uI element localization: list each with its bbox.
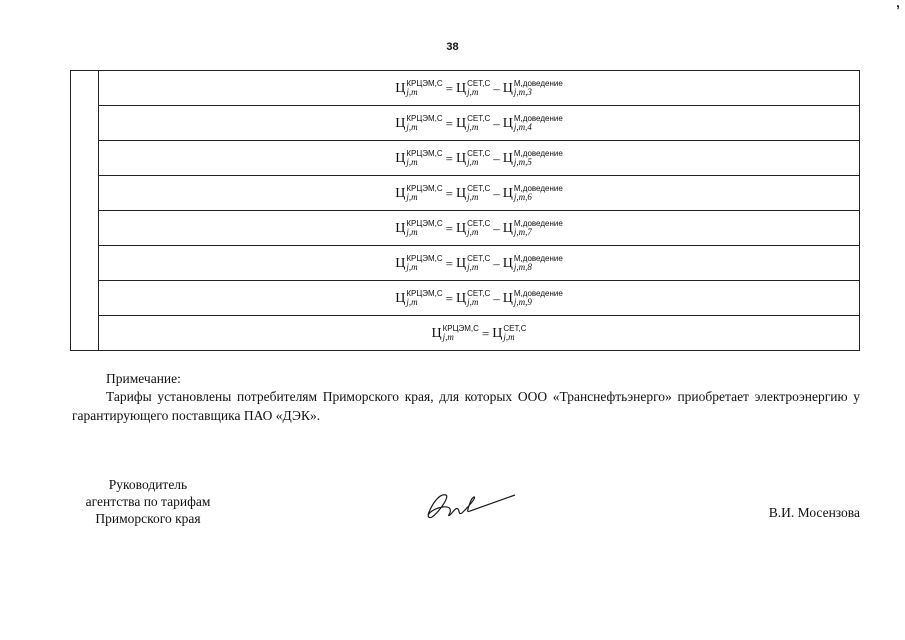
formula-rhs-base: Ц bbox=[456, 220, 467, 236]
formula-term bbox=[503, 80, 563, 98]
formula-rhs-superscript: СЕТ,C bbox=[467, 113, 491, 123]
formula-rhs-subscript: j,m bbox=[467, 261, 479, 272]
formula-rhs-subscript: j,m bbox=[467, 191, 479, 202]
formula-term-subscript: j,m,4 bbox=[513, 121, 532, 132]
formula-rhs-base: Ц bbox=[456, 115, 467, 131]
formula-lhs-superscript: КРЦЭМ,C bbox=[406, 183, 443, 193]
table-row bbox=[71, 316, 860, 351]
formula-rhs-superscript: СЕТ,C bbox=[467, 288, 491, 298]
formula-rhs-superscript: СЕТ,C bbox=[467, 78, 491, 88]
formula-term-base: Ц bbox=[502, 80, 513, 96]
formula-lhs-base: Ц bbox=[395, 255, 406, 271]
formula-term-base: Ц bbox=[502, 185, 513, 201]
formula-term-subscript: j,m,8 bbox=[513, 261, 532, 272]
formula-rhs-base: Ц bbox=[456, 150, 467, 166]
formula-rhs-base: Ц bbox=[456, 185, 467, 201]
formula-rhs-superscript: СЕТ,C bbox=[467, 218, 491, 228]
formula-lhs-base: Ц bbox=[395, 290, 406, 306]
minus-sign: – bbox=[493, 115, 500, 131]
formula-lhs-superscript: КРЦЭМ,C bbox=[406, 253, 443, 263]
formula-lhs-base: Ц bbox=[395, 220, 406, 236]
formula-rhs bbox=[456, 220, 490, 238]
formula-lhs-base: Ц bbox=[431, 325, 442, 341]
formula-table bbox=[70, 70, 860, 351]
formula-lhs-subscript: j,m bbox=[442, 331, 454, 342]
equals-sign: = bbox=[481, 325, 490, 341]
signer-title-line: Приморского края bbox=[95, 511, 201, 526]
signer-title-line: Руководитель bbox=[108, 477, 188, 492]
minus-sign: – bbox=[493, 220, 500, 236]
equals-sign: = bbox=[445, 185, 454, 201]
formula-rhs-superscript: СЕТ,C bbox=[503, 323, 527, 333]
formula-lhs-base: Ц bbox=[395, 185, 406, 201]
formula-term-superscript: М,доведение bbox=[513, 253, 563, 263]
equals-sign: = bbox=[445, 115, 454, 131]
formula-cell bbox=[99, 211, 860, 246]
formula-term-superscript: М,доведение bbox=[513, 148, 563, 158]
formula bbox=[395, 185, 563, 203]
formula-term bbox=[503, 185, 563, 203]
formula-rhs bbox=[456, 80, 490, 98]
formula-rhs-base: Ц bbox=[456, 80, 467, 96]
minus-sign: – bbox=[493, 185, 500, 201]
formula-term-base: Ц bbox=[502, 255, 513, 271]
formula bbox=[395, 290, 563, 308]
formula-lhs-superscript: КРЦЭМ,C bbox=[406, 148, 443, 158]
formula-term-superscript: М,доведение bbox=[513, 218, 563, 228]
formula-rhs-base: Ц bbox=[492, 325, 503, 341]
signer-name: В.И. Мосензова bbox=[768, 505, 860, 520]
formula-cell bbox=[99, 141, 860, 176]
formula-term-subscript: j,m,9 bbox=[513, 296, 532, 307]
table-row bbox=[71, 141, 860, 176]
formula-lhs-subscript: j,m bbox=[406, 261, 418, 272]
equals-sign: = bbox=[445, 150, 454, 166]
formula-rhs bbox=[456, 255, 490, 273]
formula-rhs-subscript: j,m bbox=[467, 156, 479, 167]
formula-lhs-subscript: j,m bbox=[406, 156, 418, 167]
formula bbox=[395, 255, 563, 273]
minus-sign: – bbox=[493, 150, 500, 166]
formula-term-subscript: j,m,5 bbox=[513, 156, 532, 167]
formula-lhs-subscript: j,m bbox=[406, 191, 418, 202]
formula-lhs bbox=[395, 115, 442, 133]
formula-term-base: Ц bbox=[502, 115, 513, 131]
formula-term-superscript: М,доведение bbox=[513, 113, 563, 123]
formula-lhs bbox=[395, 290, 442, 308]
table-row bbox=[71, 106, 860, 141]
formula-lhs-subscript: j,m bbox=[406, 86, 418, 97]
formula-rhs bbox=[456, 290, 490, 308]
formula-cell bbox=[99, 176, 860, 211]
formula-term-subscript: j,m,6 bbox=[513, 191, 532, 202]
formula-rhs-subscript: j,m bbox=[467, 226, 479, 237]
table-row bbox=[71, 71, 860, 106]
equals-sign: = bbox=[445, 290, 454, 306]
formula-rhs-superscript: СЕТ,C bbox=[467, 253, 491, 263]
formula bbox=[431, 325, 526, 343]
formula-cell bbox=[99, 281, 860, 316]
side-column-cell bbox=[71, 71, 99, 351]
formula-lhs-superscript: КРЦЭМ,C bbox=[442, 323, 479, 333]
formula-lhs-base: Ц bbox=[395, 115, 406, 131]
formula-rhs-subscript: j,m bbox=[503, 331, 515, 342]
formula-lhs-superscript: КРЦЭМ,C bbox=[406, 113, 443, 123]
formula-cell bbox=[99, 71, 860, 106]
minus-sign: – bbox=[493, 290, 500, 306]
formula-lhs bbox=[431, 325, 478, 343]
handwritten-signature bbox=[420, 485, 520, 525]
formula-term-superscript: М,доведение bbox=[513, 183, 563, 193]
formula-term bbox=[503, 115, 563, 133]
equals-sign: = bbox=[445, 255, 454, 271]
formula-rhs bbox=[456, 150, 490, 168]
formula-lhs bbox=[395, 150, 442, 168]
table-row bbox=[71, 176, 860, 211]
formula-term bbox=[503, 255, 563, 273]
formula-cell bbox=[99, 246, 860, 281]
formula-lhs-subscript: j,m bbox=[406, 121, 418, 132]
formula-lhs bbox=[395, 185, 442, 203]
formula-lhs-subscript: j,m bbox=[406, 226, 418, 237]
formula-term-base: Ц bbox=[502, 150, 513, 166]
formula-rhs-superscript: СЕТ,C bbox=[467, 148, 491, 158]
formula-lhs-base: Ц bbox=[395, 80, 406, 96]
note-text: Тарифы установлены потребителям Приморского края, для которых ООО «Транснефтьэнерго» приобретает электроэнергию у гарантирующего поставщика ПАО «ДЭК». bbox=[72, 389, 860, 423]
formula-term bbox=[503, 220, 563, 238]
formula-rhs-subscript: j,m bbox=[467, 296, 479, 307]
formula-rhs bbox=[492, 325, 526, 343]
signer-title bbox=[68, 476, 228, 527]
note-label: Примечание: bbox=[106, 371, 181, 386]
formula-term-subscript: j,m,7 bbox=[513, 226, 532, 237]
formula-lhs bbox=[395, 255, 442, 273]
table-row bbox=[71, 246, 860, 281]
formula-lhs-subscript: j,m bbox=[406, 296, 418, 307]
table-row bbox=[71, 281, 860, 316]
formula-lhs bbox=[395, 80, 442, 98]
formula-rhs-base: Ц bbox=[456, 255, 467, 271]
formula-rhs bbox=[456, 185, 490, 203]
formula-lhs-base: Ц bbox=[395, 150, 406, 166]
equals-sign: = bbox=[445, 80, 454, 96]
formula-rhs bbox=[456, 115, 490, 133]
formula bbox=[395, 115, 563, 133]
formula-rhs-subscript: j,m bbox=[467, 121, 479, 132]
formula bbox=[395, 220, 563, 238]
corner-mark: ʼ bbox=[896, 2, 900, 18]
formula-rhs-base: Ц bbox=[456, 290, 467, 306]
formula bbox=[395, 80, 563, 98]
formula bbox=[395, 150, 563, 168]
formula-cell bbox=[99, 106, 860, 141]
formula-lhs-superscript: КРЦЭМ,C bbox=[406, 288, 443, 298]
formula-term-superscript: М,доведение bbox=[513, 78, 563, 88]
formula-term-superscript: М,доведение bbox=[513, 288, 563, 298]
formula-lhs bbox=[395, 220, 442, 238]
equals-sign: = bbox=[445, 220, 454, 236]
formula-rhs-subscript: j,m bbox=[467, 86, 479, 97]
formula-lhs-superscript: КРЦЭМ,C bbox=[406, 218, 443, 228]
formula-rhs-superscript: СЕТ,C bbox=[467, 183, 491, 193]
page-number: 38 bbox=[446, 41, 459, 53]
formula-term bbox=[503, 150, 563, 168]
formula-term-subscript: j,m,3 bbox=[513, 86, 532, 97]
minus-sign: – bbox=[493, 255, 500, 271]
formula-cell bbox=[99, 316, 860, 351]
formula-term bbox=[503, 290, 563, 308]
table-row bbox=[71, 211, 860, 246]
formula-term-base: Ц bbox=[502, 220, 513, 236]
formula-term-base: Ц bbox=[502, 290, 513, 306]
formula-lhs-superscript: КРЦЭМ,C bbox=[406, 78, 443, 88]
minus-sign: – bbox=[493, 80, 500, 96]
signer-title-line: агентства по тарифам bbox=[85, 494, 211, 509]
